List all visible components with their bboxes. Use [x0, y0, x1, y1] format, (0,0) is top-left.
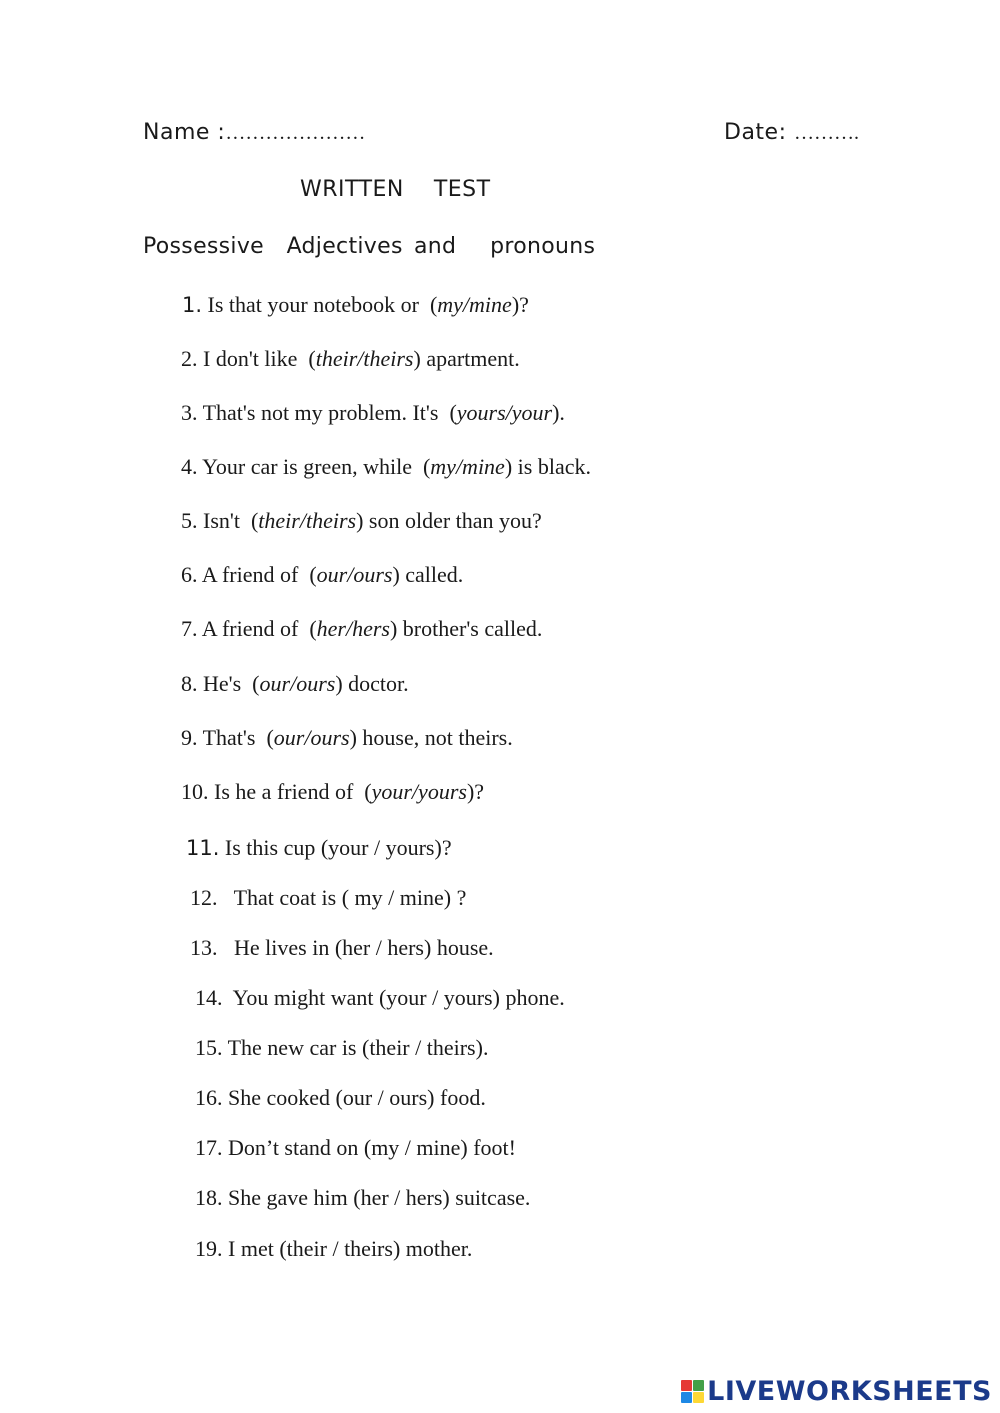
question-number: 5.: [181, 508, 198, 533]
question-item: [181, 671, 409, 697]
question-number: 12.: [190, 885, 218, 910]
question-number: 7.: [181, 616, 198, 641]
question-text[interactable]: She gave him (her / hers) suitcase.: [222, 1185, 531, 1210]
question-text[interactable]: You might want (your / yours) phone.: [222, 985, 565, 1010]
answer-choice[interactable]: your/yours: [371, 779, 467, 804]
question-item: [195, 1035, 488, 1061]
answer-choice[interactable]: our/ours: [316, 562, 393, 587]
question-text: A friend of (: [197, 562, 317, 587]
answer-choice[interactable]: my/mine: [430, 454, 505, 479]
question-item: [181, 779, 484, 805]
question-number: 1.: [182, 293, 203, 317]
question-item: [181, 725, 513, 751]
question-text[interactable]: That coat is ( my / mine) ?: [217, 885, 467, 910]
date-field: [724, 120, 859, 145]
question-text: I don't like (: [197, 346, 316, 371]
question-text[interactable]: Is this cup (your / yours)?: [219, 835, 452, 860]
question-item: [181, 400, 565, 426]
question-item: [186, 835, 452, 861]
question-number: 6.: [181, 562, 198, 587]
question-number: 10.: [181, 779, 209, 804]
question-text[interactable]: I met (their / theirs) mother.: [222, 1236, 473, 1261]
question-text-end: ) doctor.: [335, 671, 409, 696]
question-text-end: ).: [552, 400, 565, 425]
question-item: [195, 985, 565, 1011]
question-number: 15.: [195, 1035, 223, 1060]
question-text-end: ) house, not theirs.: [349, 725, 513, 750]
question-item: [181, 454, 591, 480]
answer-choice[interactable]: their/theirs: [258, 508, 357, 533]
question-number: 3.: [181, 400, 198, 425]
question-number: 18.: [195, 1185, 223, 1210]
question-text-end: ) is black.: [504, 454, 591, 479]
question-item: [195, 1185, 530, 1211]
section-subtitle: Possessive Adjectives and pronouns: [143, 234, 596, 259]
question-number: 14.: [195, 985, 223, 1010]
liveworksheets-wordmark: LIVEWORKSHEETS: [707, 1376, 992, 1407]
question-item: [195, 1236, 472, 1262]
question-text: Isn't (: [197, 508, 259, 533]
date-label: Date:: [724, 120, 794, 145]
question-text-end: )?: [466, 779, 485, 804]
name-label: Name :: [143, 120, 226, 145]
question-number: 9.: [181, 725, 198, 750]
name-blank[interactable]: …………………: [225, 122, 366, 144]
liveworksheets-brand: [681, 1376, 992, 1407]
question-number: 8.: [181, 671, 198, 696]
question-item: [181, 346, 520, 372]
answer-choice[interactable]: our/ours: [273, 725, 350, 750]
question-number: 17.: [195, 1135, 223, 1160]
question-text: That's (: [197, 725, 274, 750]
question-number: 11.: [186, 836, 220, 860]
question-text: Your car is green, while (: [197, 454, 431, 479]
question-number: 13.: [190, 935, 218, 960]
question-text[interactable]: He lives in (her / hers) house.: [217, 935, 494, 960]
answer-choice[interactable]: her/hers: [316, 616, 390, 641]
logo-tile: [693, 1392, 704, 1403]
answer-choice[interactable]: our/ours: [259, 671, 336, 696]
question-text: Is that your notebook or (: [202, 292, 438, 317]
question-text[interactable]: Don’t stand on (my / mine) foot!: [222, 1135, 516, 1160]
answer-choice[interactable]: my/mine: [437, 292, 512, 317]
logo-tile: [681, 1392, 692, 1403]
question-item: [182, 292, 529, 318]
question-text[interactable]: The new car is (their / theirs).: [222, 1035, 489, 1060]
question-text: Is he a friend of (: [208, 779, 372, 804]
question-text-end: ) called.: [392, 562, 464, 587]
question-number: 2.: [181, 346, 198, 371]
question-text-end: ) son older than you?: [356, 508, 542, 533]
answer-choice[interactable]: yours/your: [456, 400, 553, 425]
question-text-end: )?: [511, 292, 529, 317]
question-item: [195, 1085, 486, 1111]
question-item: [190, 885, 466, 911]
question-number: 4.: [181, 454, 198, 479]
question-number: 19.: [195, 1236, 223, 1261]
date-blank[interactable]: ……….: [794, 122, 859, 144]
answer-choice[interactable]: their/theirs: [315, 346, 414, 371]
question-item: [181, 562, 463, 588]
question-text-end: ) brother's called.: [389, 616, 543, 641]
question-item: [190, 935, 494, 961]
logo-tile: [681, 1380, 692, 1391]
logo-tile: [693, 1380, 704, 1391]
question-number: 16.: [195, 1085, 223, 1110]
question-item: [181, 508, 542, 534]
question-item: [181, 616, 542, 642]
question-item: [195, 1135, 516, 1161]
question-text: He's (: [197, 671, 260, 696]
question-text[interactable]: She cooked (our / ours) food.: [222, 1085, 486, 1110]
name-field: [143, 120, 365, 145]
question-text: That's not my problem. It's (: [197, 400, 457, 425]
question-text: A friend of (: [197, 616, 317, 641]
question-text-end: ) apartment.: [413, 346, 520, 371]
liveworksheets-logo-icon: [681, 1380, 704, 1403]
page-title: WRITTEN TEST: [300, 177, 491, 202]
